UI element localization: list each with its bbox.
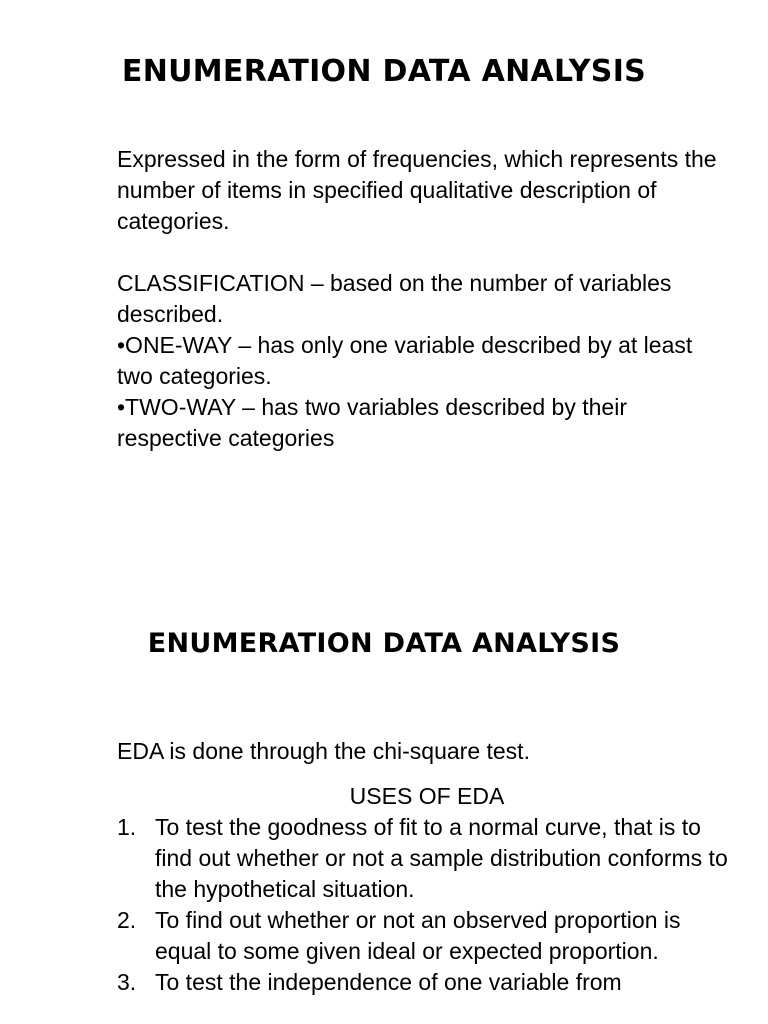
paragraph-spacer xyxy=(117,237,727,268)
list-item-number: 1. xyxy=(117,814,137,840)
slide-body xyxy=(117,736,737,998)
slide-one xyxy=(0,52,768,472)
list-item-text: To test the goodness of fit to a normal curve, that is to find out whether or not a sample distribution conforms to the hypothetical situation. xyxy=(155,814,728,902)
slide-body xyxy=(117,144,727,454)
slide-title: ENUMERATION DATA ANALYSIS xyxy=(121,54,647,89)
list-item-text: To find out whether or not an observed proportion is equal to some given ideal or expected proportion. xyxy=(155,907,681,964)
slide-title: ENUMERATION DATA ANALYSIS xyxy=(147,628,621,659)
classification-term: CLASSIFICATION xyxy=(117,270,305,296)
list-item-text: To test the independence of one variable from xyxy=(155,969,622,995)
slide-two xyxy=(0,628,768,1024)
uses-heading: USES OF EDA xyxy=(349,783,505,809)
list-item-number: 3. xyxy=(117,969,137,995)
list-item-number: 2. xyxy=(117,907,137,933)
classification-description: – based on the number of variables described. xyxy=(117,270,672,327)
list-item xyxy=(117,812,737,905)
uses-list xyxy=(117,812,737,998)
classification-paragraph xyxy=(117,268,727,330)
list-item xyxy=(117,967,737,998)
two-way-item: •TWO-WAY – has two variables described by their respective categories xyxy=(117,394,627,451)
intro-paragraph: EDA is done through the chi-square test. xyxy=(117,738,530,764)
one-way-item: •ONE-WAY – has only one variable described by at least two categories. xyxy=(117,332,693,389)
list-item xyxy=(117,905,737,967)
definition-paragraph: Expressed in the form of frequencies, which represents the number of items in specified qualitative description of categories. xyxy=(117,146,717,234)
